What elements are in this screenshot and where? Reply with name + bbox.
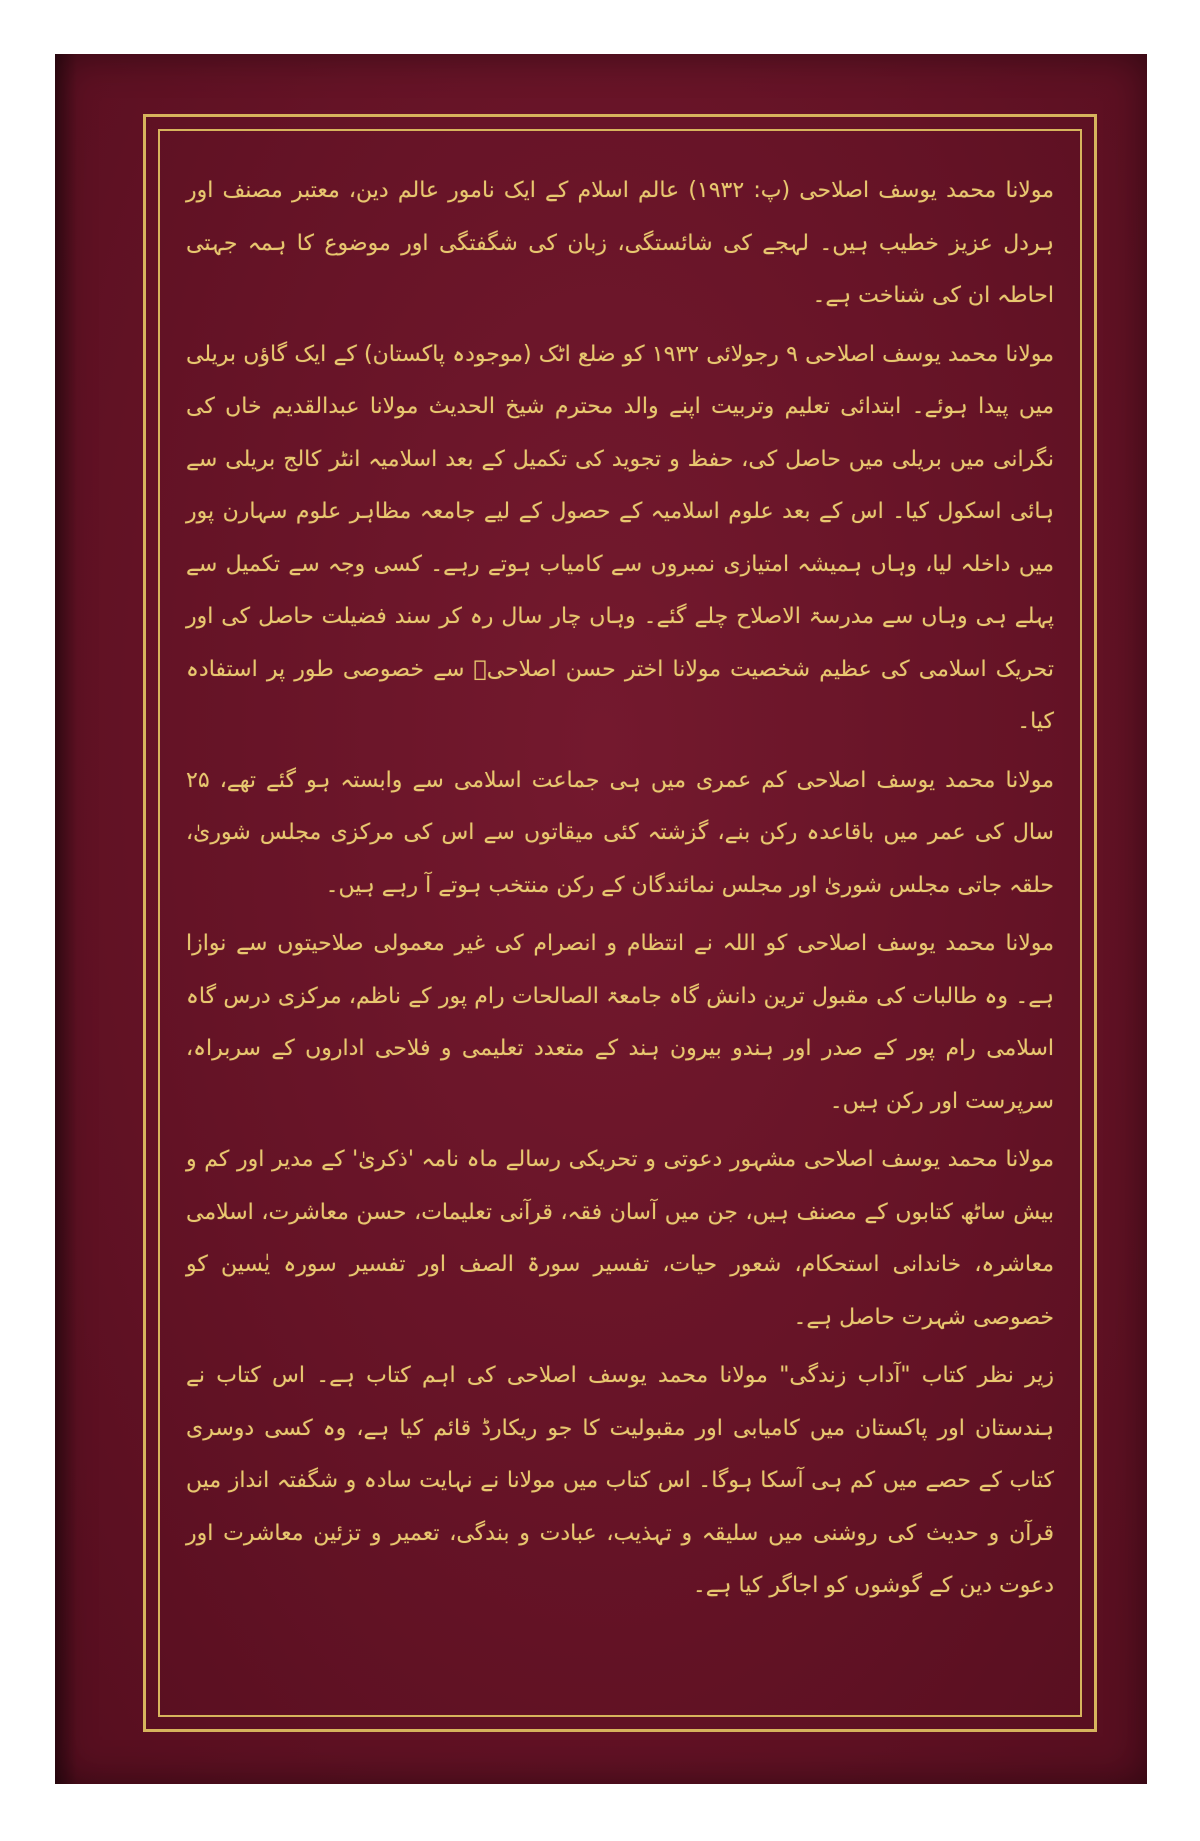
paragraph-introduction: مولانا محمد یوسف اصلاحی (پ: ۱۹۳۲) عالم اسلام کے ایک نامور عالم دین، معتبر مصنف اور ہردل عزیز خطیب ہیں۔ لہجے کی شائستگی، زبان کی شگفتگی اور موضوع کا ہمہ جہتی احاطہ ان کی شناخت ہے۔ — [186, 178, 1055, 308]
paragraph-jamaat-membership: مولانا محمد یوسف اصلاحی کم عمری میں ہی جماعت اسلامی سے وابستہ ہو گئے تھے، ۲۵ سال کی عمر میں باقاعدہ رکن بنے، گزشتہ کئی میقاتوں سے اس کی مرکزی مجلس شوریٰ، حلقہ جاتی مجلس شوریٰ اور مجلس نمائندگان کے رکن منتخب ہوتے آ رہے ہیں۔ — [186, 767, 1054, 898]
paragraph-book-description: زیر نظر کتاب "آداب زندگی" مولانا محمد یوسف اصلاحی کی اہم کتاب ہے۔ اس کتاب نے ہندستان اور پاکستان میں کامیابی اور مقبولیت کا جو ریکارڈ قائم کیا ہے، وہ کسی دوسری کتاب کے حصے میں کم ہی آسکا ہوگا۔ اس کتاب میں مولانا نے نہایت سادہ و شگفتہ انداز میں قرآن و حدیث کی روشنی میں سلیقہ و تہذیب، عبادت و بندگی، تعمیر و تزئین معاشرت اور دعوت دین کے گوشوں کو اجاگر کیا ہے۔ — [186, 1363, 1054, 1598]
paragraph-administration: مولانا محمد یوسف اصلاحی کو اللہ نے انتظام و انصرام کی غیر معمولی صلاحیتوں سے نوازا ہے۔ وہ طالبات کی مقبول ترین دانش گاہ جامعۃ الصالحات رام پور کے ناظم، مرکزی درس گاہ اسلامی رام پور کے صدر اور ہندو بیرون ہند کے متعدد تعلیمی و فلاحی اداروں کے سربراہ، سرپرست اور رکن ہیں۔ — [186, 931, 1054, 1114]
gold-border-inner — [158, 129, 1082, 1717]
spine-shadow — [55, 54, 77, 1784]
gold-border-outer — [143, 114, 1097, 1732]
author-biography-text — [186, 165, 1054, 1685]
book-cover — [55, 54, 1147, 1784]
paragraph-birth-education: مولانا محمد یوسف اصلاحی ۹ رجولائی ۱۹۳۲ کو ضلع اٹک (موجودہ پاکستان) کے ایک گاؤں بریلی میں پیدا ہوئے۔ ابتدائی تعلیم وتربیت اپنے والد محترم شیخ الحدیث مولانا عبدالقدیم خاں کی نگرانی میں بریلی میں حاصل کی، حفظ و تجوید کی تکمیل کے بعد اسلامیہ انٹر کالج بریلی سے ہائی اسکول کیا۔ اس کے بعد علوم اسلامیہ کے حصول کے لیے جامعہ مظاہر علوم سہارن پور میں داخلہ لیا، وہاں ہمیشہ امتیازی نمبروں سے کامیاب ہوتے رہے۔ کسی وجہ سے تکمیل سے پہلے ہی وہاں سے مدرسۃ الاصلاح چلے گئے۔ وہاں چار سال رہ کر سند فضیلت حاصل کی اور تحریک اسلامی کی عظیم شخصیت مولانا اختر حسن اصلاحیؒ سے خصوصی طور پر استفادہ کیا۔ — [186, 341, 1054, 734]
paragraph-publications: مولانا محمد یوسف اصلاحی مشہور دعوتی و تحریکی رسالے ماہ نامہ 'ذکریٰ' کے مدیر اور کم و بیش ساٹھ کتابوں کے مصنف ہیں، جن میں آسان فقہ، قرآنی تعلیمات، حسن معاشرت، اسلامی معاشرہ، خاندانی استحکام، شعور حیات، تفسیر سورۃ الصف اور تفسیر سورہ یٰسین کو خصوصی شہرت حاصل ہے۔ — [186, 1147, 1054, 1330]
